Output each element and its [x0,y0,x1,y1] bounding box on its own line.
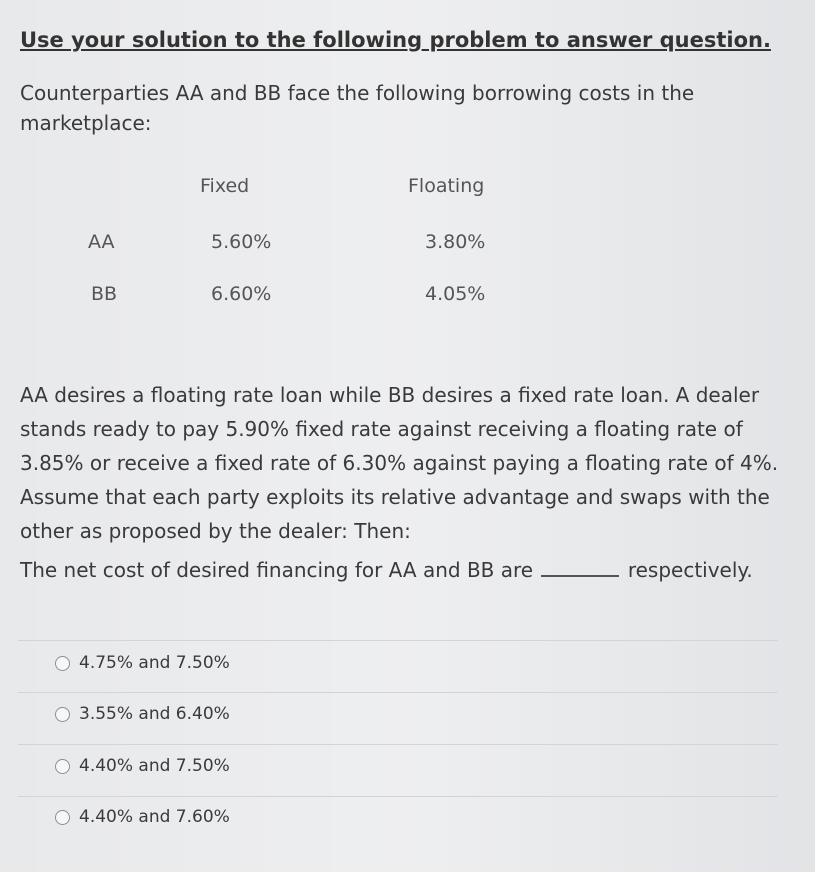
radio-button[interactable] [55,759,70,774]
row-label-bb: BB [91,283,118,305]
radio-button[interactable] [55,707,70,722]
answer-divider [18,744,778,745]
answer-divider [18,640,778,641]
answer-option[interactable] [55,756,230,776]
question-prompt [20,558,753,582]
aa-floating-rate: 3.80% [425,231,486,253]
bb-floating-rate: 4.05% [425,283,486,305]
bb-fixed-rate: 6.60% [211,283,272,305]
answer-divider [18,796,778,797]
answer-blank [541,575,619,577]
option-label: 4.75% and 7.50% [79,653,230,673]
column-header-fixed: Fixed [200,175,250,197]
prompt-suffix: respectively. [627,558,753,582]
row-label-aa: AA [88,231,115,253]
answer-option[interactable] [55,704,230,724]
question-intro: Counterparties AA and BB face the following borrowing costs in the marketplace: [20,81,695,135]
question-heading: Use your solution to the following problem to answer question. [20,28,771,52]
borrowing-cost-table [0,170,600,320]
question-body: AA desires a floating rate loan while BB desires a fixed rate loan. A dealer stands ready to pay 5.90% fixed rate against receiving a floating rate of 3.85% or receive a fixed rate of 6.30% against paying a floating rate of 4%. Assume that each party exploits its relative advantage and swaps with the other as proposed by the dealer: Then: [20,383,779,543]
answer-option[interactable] [55,653,230,673]
option-label: 4.40% and 7.50% [79,756,230,776]
option-label: 3.55% and 6.40% [79,704,230,724]
prompt-text: The net cost of desired financing for AA and BB are [20,558,534,582]
option-label: 4.40% and 7.60% [79,807,230,827]
answer-option[interactable] [55,807,230,827]
answer-divider [18,692,778,693]
radio-button[interactable] [55,810,70,825]
radio-button[interactable] [55,656,70,671]
column-header-floating: Floating [408,175,485,197]
aa-fixed-rate: 5.60% [211,231,272,253]
